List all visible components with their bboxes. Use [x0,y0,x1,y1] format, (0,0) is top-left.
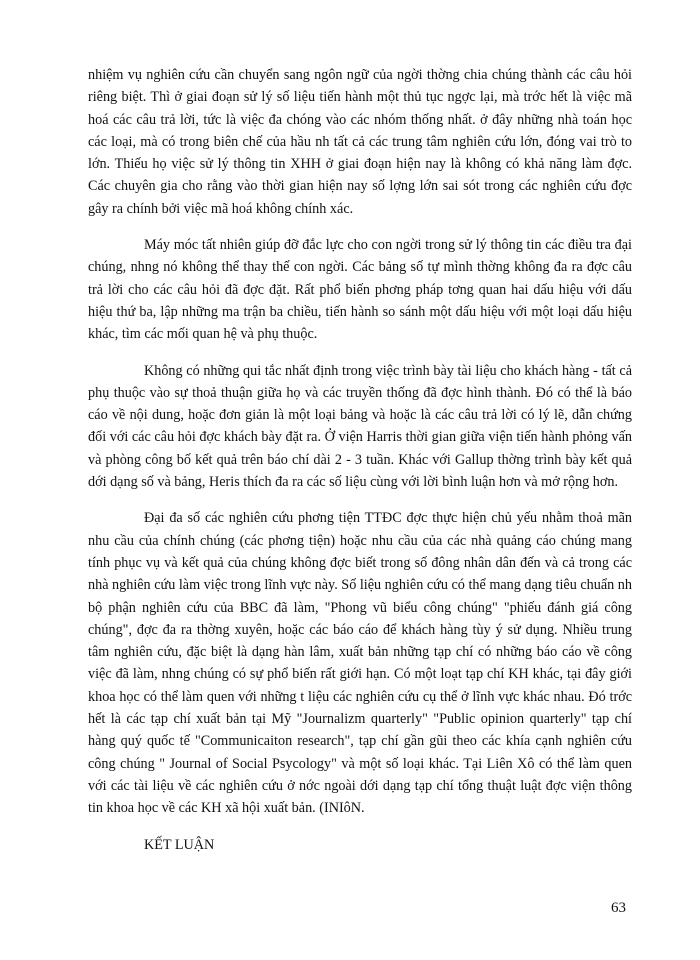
paragraph-machines: Máy móc tất nhiên giúp đỡ đắc lực cho con ngời trong sử lý thông tin các điều tra đại chúng, nhng nó không thể thay thế con ngời. Các bảng số tự mình thờng không đa ra đợc câu trả lời cho các câu hỏi đã đợc đặt. Rất phổ biến phơng pháp tơng quan hai dấu hiệu với dấu hiệu thứ ba, lập những ma trận ba chiều, tiến hành so sánh một dấu hiệu với một loại dấu hiệu khác, tìm các mối quan hệ và phụ thuộc. [88,237,632,343]
paragraph-continued: nhiệm vụ nghiên cứu cần chuyển sang ngôn ngữ của ngời thờng chia chúng thành các câu hỏi riêng biệt. Thì ở giai đoạn sử lý số liệu tiến hành một thủ tục ngợc lại, mà trớc hết là việc mã hoá các câu trả lời, tức là việc đa chóng vào các nhóm thống nhất. ở đây những nhà toán học các loại, mà có trong biên chế của hầu nh tất cả các trung tâm nghiên cứu lớn, đóng vai trò to lớn. Thiếu họ việc sử lý thông tin XHH ở giai đoạn hiện nay là không có khả năng làm đợc. Các chuyên gia cho rằng vào thời gian hiện nay số lợng lớn sai sót trong các nghiên cứu đợc gây ra chính bởi việc mã hoá không chính xác. [88,67,632,217]
section-heading: KẾT LUẬN [144,836,215,853]
paragraph-media-research: Đại đa số các nghiên cứu phơng tiện TTĐC đợc thực hiện chủ yếu nhằm thoả mãn nhu cầu của chính chúng (các phơng tiện) hoặc nhu cầu của các nhà quảng cáo chúng mang tính phục vụ và kết quả của chúng không đợc biết trong số đông nhân dân đến và cả trong các nhà nghiên cứu làm việc trong lĩnh vực này. Số liệu nghiên cứu có thể mang dạng tiêu chuẩn nh bộ phận nghiên cứu của BBC đã làm, "Phong vũ biểu công chúng" "phiếu đánh giá công chúng", đợc đa ra thờng xuyên, hoặc các báo cáo để khách hàng tùy ý sử dụng. Nhiều trung tâm nghiên cứu, đặc biệt là dạng hàn lâm, xuất bản những tạp chí có những báo cáo về công việc đã làm, nhng chúng có sự phổ biến rất giới hạn. Có một loạt tạp chí KH khác, tại đây giới khoa học có thể làm quen với những t liệu các nghiên cứu cụ thể ở lĩnh vực khác nhau. Đó trớc hết là các tạp chí xuất bản tại Mỹ "Journalizm quarterly" "Public opinion quarterly" tạp chí hàng quý quốc tế "Communicaiton research", tạp chí gần gũi theo các khía cạnh nghiên cứu công chúng " Journal of Social Psycology" và một số loại khác. Tại Liên Xô có thể làm quen với các tài liệu về các nghiên cứu ở nớc ngoài dới dạng tạp chí tổng thuật luật đợc viện thông tin khoa học về các KH xã hội xuất bản. (INIôN. [88,510,632,817]
document-page [88,64,632,856]
page-number: 63 [611,900,626,916]
paragraph-presentation: Không có những qui tắc nhất định trong việc trình bày tài liệu cho khách hàng - tất cả phụ thuộc vào sự thoả thuận giữa họ và các truyền thống đã đợc hình thành. Đó có thể là báo cáo về nội dung, hoặc đơn giản là một loại bảng và hoặc là các câu trả lời có lý lẽ, dẫn chứng đối với các câu hỏi đợc khách bày đặt ra. Ở viện Harris thời gian giữa viện tiến hành phỏng vấn và phòng công bố kết quả trên báo chí dài 2 - 3 tuần. Khác với Gallup thờng trình bày kết quả dới dạng số và bảng, Heris thích đa ra các số liệu cùng với lời bình luận hơn và mở rộng hơn. [88,362,632,491]
